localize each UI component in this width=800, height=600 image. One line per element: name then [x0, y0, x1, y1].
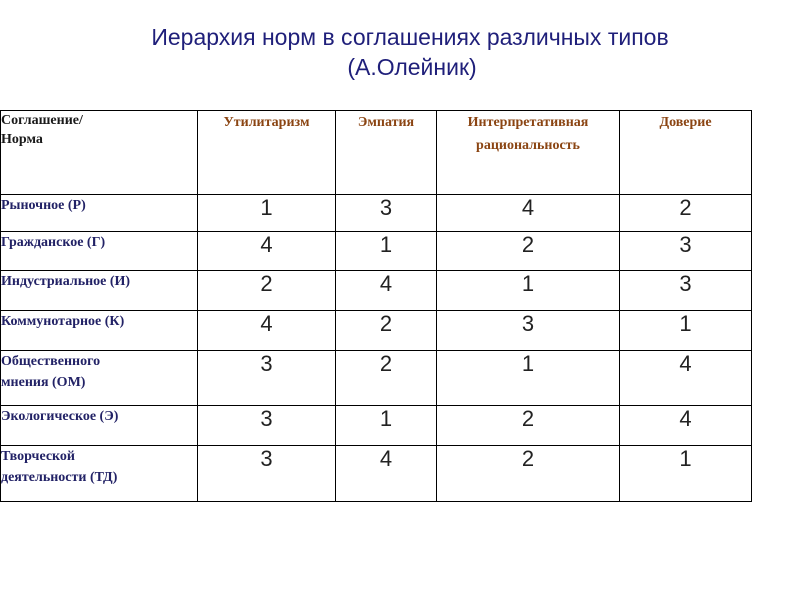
table-cell: 1: [336, 406, 437, 446]
row-header-line: Экологическое (Э): [1, 409, 119, 424]
corner-header: [1, 111, 198, 195]
table-cell: 3: [198, 446, 336, 502]
table-row: [1, 311, 752, 351]
table-cell: 3: [620, 232, 752, 271]
column-header-trust: [620, 111, 752, 195]
table-cell: 2: [437, 446, 620, 502]
row-header: [1, 406, 198, 446]
table-row: [1, 232, 752, 271]
corner-header-line: Соглашение/: [1, 113, 83, 128]
table-cell: 1: [620, 446, 752, 502]
table-cell: 2: [437, 232, 620, 271]
table-cell: 1: [336, 232, 437, 271]
table-cell: 2: [336, 351, 437, 406]
norms-table: [0, 110, 752, 502]
title-line-1: Иерархия норм в соглашениях различных типов: [151, 24, 669, 50]
table-cell: 4: [336, 446, 437, 502]
table-cell: 2: [620, 195, 752, 232]
row-header-line: деятельности (ТД): [1, 470, 118, 485]
row-header-line: Творческой: [1, 449, 75, 464]
table-cell: 3: [198, 406, 336, 446]
table-cell: 3: [437, 311, 620, 351]
table-row: [1, 271, 752, 311]
row-header: [1, 232, 198, 271]
table-cell: 1: [198, 195, 336, 232]
row-header: [1, 311, 198, 351]
table-cell: 3: [620, 271, 752, 311]
table-cell: 1: [437, 351, 620, 406]
title-line-2: (А.Олейник): [347, 54, 477, 80]
column-header-empathy: [336, 111, 437, 195]
table-cell: 2: [198, 271, 336, 311]
table-cell: 1: [437, 271, 620, 311]
table-cell: 4: [198, 311, 336, 351]
table-row: [1, 406, 752, 446]
row-header-line: Гражданское (Г): [1, 235, 106, 250]
row-header-line: Коммунотарное (К): [1, 314, 125, 329]
row-header: [1, 446, 198, 502]
table-cell: 4: [620, 351, 752, 406]
table-cell: 1: [620, 311, 752, 351]
table-row: [1, 446, 752, 502]
table-cell: 4: [198, 232, 336, 271]
table-cell: 3: [198, 351, 336, 406]
row-header: [1, 195, 198, 232]
column-header-utilitarianism: [198, 111, 336, 195]
column-header-line: Эмпатия: [357, 115, 415, 130]
column-header-line: Доверие: [659, 115, 712, 130]
column-header-line: Утилитаризм: [223, 115, 310, 130]
row-header-line: Индустриальное (И): [1, 274, 131, 289]
table-row: [1, 351, 752, 406]
table-cell: 2: [336, 311, 437, 351]
table-cell: 4: [336, 271, 437, 311]
table-cell: 3: [336, 195, 437, 232]
table-cell: 4: [620, 406, 752, 446]
row-header: [1, 271, 198, 311]
column-header-line: рациональность: [476, 138, 580, 153]
table-cell: 4: [437, 195, 620, 232]
column-header-line: Интерпретативная: [467, 115, 589, 130]
corner-header-line: Норма: [1, 132, 43, 147]
table-cell: 2: [437, 406, 620, 446]
row-header-line: Общественного: [1, 354, 101, 369]
column-header-interpretive-rationality: [437, 111, 620, 195]
table-row: [1, 195, 752, 232]
row-header-line: Рыночное (Р): [1, 198, 86, 213]
row-header: [1, 351, 198, 406]
row-header-line: мнения (ОМ): [1, 375, 86, 390]
slide-title: [0, 22, 800, 82]
table-header-row: [1, 111, 752, 195]
